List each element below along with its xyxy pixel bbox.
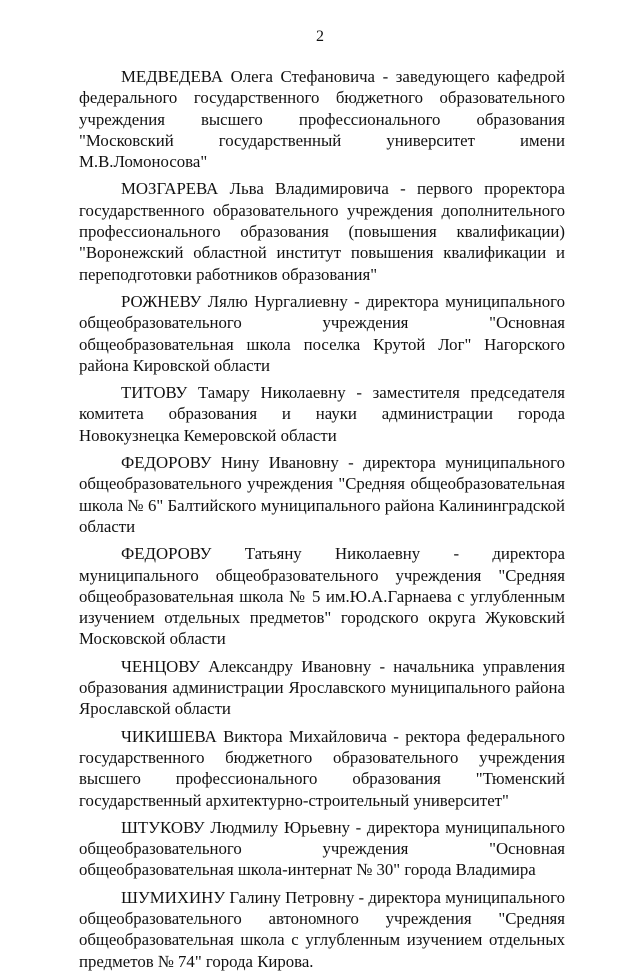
paragraph-fedorova-nina: ФЕДОРОВУ Нину Ивановну - директора муниципального общеобразовательного учреждения "Средняя общеобразовательная школа № 6" Балтийского муниципального района Калининградской области	[79, 453, 565, 536]
paragraph-shumikhina: ШУМИХИНУ Галину Петровну - директора муниципального общеобразовательного автономного учреждения "Средняя общеобразовательная школа с углубленным изучением отдельных предметов № 74" города Кирова.	[79, 887, 565, 971]
paragraph-shtukova: ШТУКОВУ Людмилу Юрьевну - директора муниципального общеобразовательного учреждения "Основная общеобразовательная школа-интернат № 30" города Владимира	[79, 817, 565, 880]
document-body	[79, 66, 565, 978]
page-number: 2	[316, 28, 324, 45]
paragraph-chentsova: ЧЕНЦОВУ Александру Ивановну - начальника управления образования администрации Ярославского муниципального района Ярославской области	[79, 656, 565, 719]
paragraph-medvedev: МЕДВЕДЕВА Олега Стефановича - заведующего кафедрой федерального государственного бюджетного образовательного учреждения высшего профессионального образования "Московский государственный университет имени М.В.Ломоносова"	[79, 67, 565, 172]
paragraph-chikishev: ЧИКИШЕВА Виктора Михайловича - ректора федерального государственного бюджетного образовательного учреждения высшего профессионального образования "Тюменский государственный архитектурно-строительный университет"	[79, 726, 565, 810]
paragraph-mozgarev: МОЗГАРЕВА Льва Владимировича - первого проректора государственного образовательного учреждения дополнительного профессионального образования (повышения квалификации) "Воронежский областной институт повышения квалификации и переподготовки работников образования"	[79, 179, 565, 284]
paragraph-rozhneva: РОЖНЕВУ Лялю Нургалиевну - директора муниципального общеобразовательного учреждения "Основная общеобразовательная школа поселка Крутой Лог" Нагорского района Кировской области	[79, 291, 565, 375]
paragraph-titova: ТИТОВУ Тамару Николаевну - заместителя председателя комитета образования и науки администрации города Новокузнецка Кемеровской области	[79, 383, 565, 445]
paragraph-fedorova-tatyana: ФЕДОРОВУ Татьяну Николаевну - директора муниципального общеобразовательного учреждения "Средняя общеобразовательная школа № 5 им.Ю.А.Гарнаева с углубленным изучением отдельных предметов" городского округа Жуковский Московской области	[79, 544, 565, 649]
